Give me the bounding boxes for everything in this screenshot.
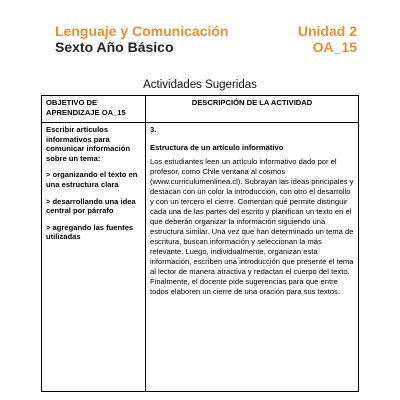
grade-title: Sexto Año Básico <box>55 39 174 55</box>
description-cell <box>146 123 359 392</box>
table-row <box>42 123 359 392</box>
objective-point: > organizando el texto en una estructura clara <box>46 170 138 189</box>
header-left <box>55 23 228 55</box>
description-header: DESCRIPCIÓN DE LA ACTIVIDAD <box>146 96 359 123</box>
objective-point: > agregando las fuentes utilizadas <box>46 222 134 242</box>
subject-title: Lenguaje y Comunicación <box>55 23 229 39</box>
activity-text: Los estudiantes leen un artículo informativo dado por el profesor, como Chile ventana al cosmos (www.curriculumenlinea.cl). Subrayan las ideas principales y destacan con un color la introducción, con otro el desarrollo y con un tercero el cierre. Comentan qué permite distinguir cada una de las partes del escrito y planifican un texto en el que deberán organizar la información siguiendo una estructura similar. Una vez que han determinado un tema de escritura, buscan información y seleccionan la más relevante. Luego, individualmente, organizan esta información, escriben una introducción que presente el tema al lector de manera atractiva y redactan el cuerpo del texto. Finalmente, el docente pide sugerencias para que entre todos elaboren un cierre de una oración para sus textos. <box>150 157 354 296</box>
oa-code: OA_15 <box>312 39 357 55</box>
objective-intro: Escribir artículos informativos para comunicar información sobre un tema: <box>46 125 130 163</box>
activity-title: Estructura de un artículo informativo <box>150 143 284 152</box>
activity-number: 3. <box>150 125 157 134</box>
header-right <box>298 23 357 55</box>
unit-title: Unidad 2 <box>297 23 357 39</box>
table-header-row <box>42 96 359 123</box>
objective-header: OBJETIVO DE APRENDIZAJE OA_15 <box>42 96 146 123</box>
activity-table <box>41 95 359 392</box>
objective-cell <box>42 123 146 392</box>
page-title: Actividades Sugeridas <box>143 79 257 91</box>
objective-point: > desarrollando una idea central por párrafo <box>46 196 136 216</box>
